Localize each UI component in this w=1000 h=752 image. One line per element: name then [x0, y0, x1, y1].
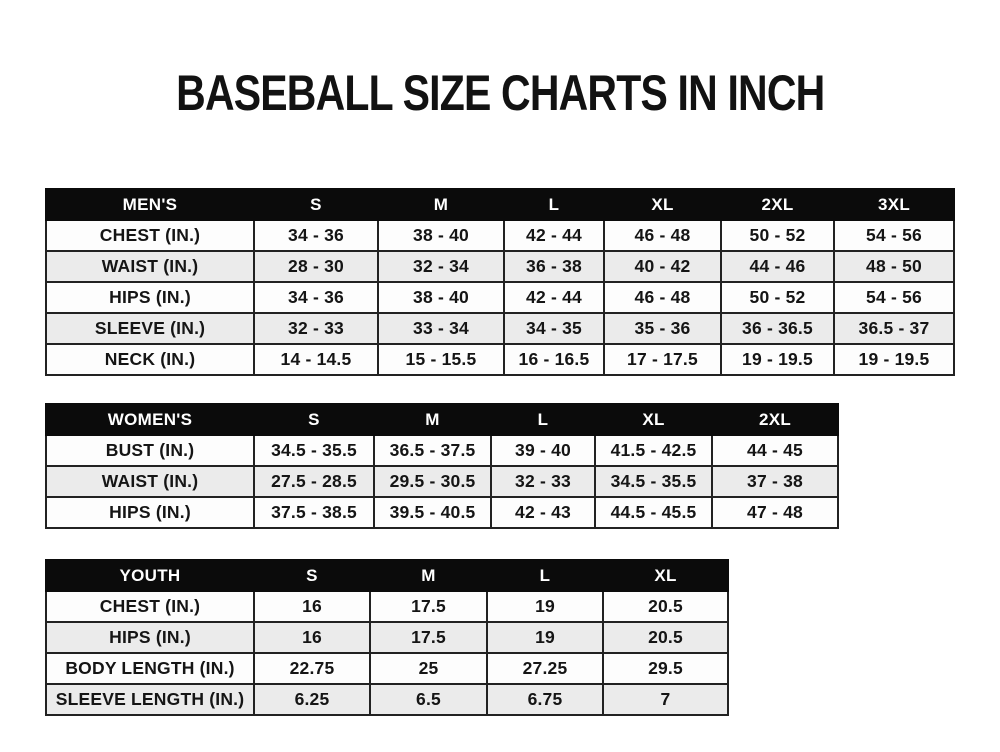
row-label-cell: BUST (IN.): [46, 435, 254, 466]
measurement-cell: 33 - 34: [378, 313, 504, 344]
size-table-womens: [45, 403, 839, 529]
measurement-cell: 17 - 17.5: [604, 344, 721, 375]
measurement-cell: 6.25: [254, 684, 370, 715]
row-label-cell: HIPS (IN.): [46, 622, 254, 653]
measurement-cell: 34.5 - 35.5: [595, 466, 712, 497]
measurement-cell: 37 - 38: [712, 466, 838, 497]
size-column-header: S: [254, 560, 370, 591]
measurement-cell: 50 - 52: [721, 282, 834, 313]
youth-size-table-container: [45, 559, 1000, 716]
measurement-cell: 54 - 56: [834, 220, 954, 251]
measurement-cell: 6.5: [370, 684, 487, 715]
measurement-cell: 19 - 19.5: [834, 344, 954, 375]
size-column-header: XL: [603, 560, 728, 591]
table-row: [46, 497, 838, 528]
size-column-header: L: [491, 404, 595, 435]
size-tables-section: [45, 188, 1000, 716]
measurement-cell: 42 - 43: [491, 497, 595, 528]
row-label-cell: BODY LENGTH (IN.): [46, 653, 254, 684]
womens-size-table-container: [45, 403, 1000, 529]
measurement-cell: 42 - 44: [504, 282, 604, 313]
measurement-cell: 17.5: [370, 591, 487, 622]
size-column-header: 3XL: [834, 189, 954, 220]
table-header-row: [46, 560, 728, 591]
measurement-cell: 42 - 44: [504, 220, 604, 251]
table-title-cell-womens: WOMEN'S: [46, 404, 254, 435]
measurement-cell: 20.5: [603, 591, 728, 622]
size-table-youth: [45, 559, 729, 716]
measurement-cell: 34.5 - 35.5: [254, 435, 374, 466]
measurement-cell: 39.5 - 40.5: [374, 497, 491, 528]
row-label-cell: HIPS (IN.): [46, 282, 254, 313]
row-label-cell: HIPS (IN.): [46, 497, 254, 528]
measurement-cell: 15 - 15.5: [378, 344, 504, 375]
table-row: [46, 466, 838, 497]
row-label-cell: SLEEVE (IN.): [46, 313, 254, 344]
measurement-cell: 27.25: [487, 653, 603, 684]
size-column-header: M: [374, 404, 491, 435]
measurement-cell: 34 - 35: [504, 313, 604, 344]
table-row: [46, 313, 954, 344]
size-column-header: S: [254, 189, 378, 220]
measurement-cell: 44 - 45: [712, 435, 838, 466]
table-row: [46, 344, 954, 375]
table-header-row: [46, 404, 838, 435]
size-column-header: 2XL: [712, 404, 838, 435]
measurement-cell: 6.75: [487, 684, 603, 715]
measurement-cell: 34 - 36: [254, 282, 378, 313]
measurement-cell: 19 - 19.5: [721, 344, 834, 375]
table-row: [46, 251, 954, 282]
row-label-cell: WAIST (IN.): [46, 466, 254, 497]
measurement-cell: 47 - 48: [712, 497, 838, 528]
row-label-cell: SLEEVE LENGTH (IN.): [46, 684, 254, 715]
table-row: [46, 435, 838, 466]
measurement-cell: 20.5: [603, 622, 728, 653]
size-column-header: L: [487, 560, 603, 591]
measurement-cell: 50 - 52: [721, 220, 834, 251]
row-label-cell: NECK (IN.): [46, 344, 254, 375]
row-label-cell: WAIST (IN.): [46, 251, 254, 282]
table-row: [46, 220, 954, 251]
measurement-cell: 35 - 36: [604, 313, 721, 344]
table-row: [46, 591, 728, 622]
measurement-cell: 28 - 30: [254, 251, 378, 282]
measurement-cell: 44 - 46: [721, 251, 834, 282]
measurement-cell: 54 - 56: [834, 282, 954, 313]
measurement-cell: 17.5: [370, 622, 487, 653]
measurement-cell: 46 - 48: [604, 282, 721, 313]
measurement-cell: 22.75: [254, 653, 370, 684]
measurement-cell: 29.5 - 30.5: [374, 466, 491, 497]
measurement-cell: 38 - 40: [378, 220, 504, 251]
size-column-header: M: [378, 189, 504, 220]
measurement-cell: 37.5 - 38.5: [254, 497, 374, 528]
measurement-cell: 14 - 14.5: [254, 344, 378, 375]
measurement-cell: 36.5 - 37.5: [374, 435, 491, 466]
measurement-cell: 41.5 - 42.5: [595, 435, 712, 466]
measurement-cell: 19: [487, 591, 603, 622]
row-label-cell: CHEST (IN.): [46, 591, 254, 622]
measurement-cell: 38 - 40: [378, 282, 504, 313]
measurement-cell: 40 - 42: [604, 251, 721, 282]
measurement-cell: 16: [254, 622, 370, 653]
measurement-cell: 7: [603, 684, 728, 715]
measurement-cell: 39 - 40: [491, 435, 595, 466]
measurement-cell: 46 - 48: [604, 220, 721, 251]
size-column-header: XL: [604, 189, 721, 220]
measurement-cell: 32 - 33: [254, 313, 378, 344]
measurement-cell: 36.5 - 37: [834, 313, 954, 344]
measurement-cell: 36 - 36.5: [721, 313, 834, 344]
table-row: [46, 282, 954, 313]
table-header-row: [46, 189, 954, 220]
size-column-header: L: [504, 189, 604, 220]
mens-size-table-container: [45, 188, 1000, 376]
title-container: [0, 65, 1000, 121]
table-row: [46, 684, 728, 715]
measurement-cell: 32 - 34: [378, 251, 504, 282]
measurement-cell: 34 - 36: [254, 220, 378, 251]
size-table-mens: [45, 188, 955, 376]
measurement-cell: 44.5 - 45.5: [595, 497, 712, 528]
measurement-cell: 19: [487, 622, 603, 653]
table-title-cell-youth: YOUTH: [46, 560, 254, 591]
size-column-header: 2XL: [721, 189, 834, 220]
row-label-cell: CHEST (IN.): [46, 220, 254, 251]
size-column-header: M: [370, 560, 487, 591]
measurement-cell: 48 - 50: [834, 251, 954, 282]
table-row: [46, 653, 728, 684]
measurement-cell: 32 - 33: [491, 466, 595, 497]
table-row: [46, 622, 728, 653]
measurement-cell: 27.5 - 28.5: [254, 466, 374, 497]
size-column-header: XL: [595, 404, 712, 435]
page-title: BASEBALL SIZE CHARTS IN INCH: [175, 65, 825, 121]
size-column-header: S: [254, 404, 374, 435]
measurement-cell: 36 - 38: [504, 251, 604, 282]
table-title-cell-mens: MEN'S: [46, 189, 254, 220]
measurement-cell: 29.5: [603, 653, 728, 684]
size-chart-page: [0, 65, 1000, 752]
measurement-cell: 25: [370, 653, 487, 684]
measurement-cell: 16 - 16.5: [504, 344, 604, 375]
measurement-cell: 16: [254, 591, 370, 622]
